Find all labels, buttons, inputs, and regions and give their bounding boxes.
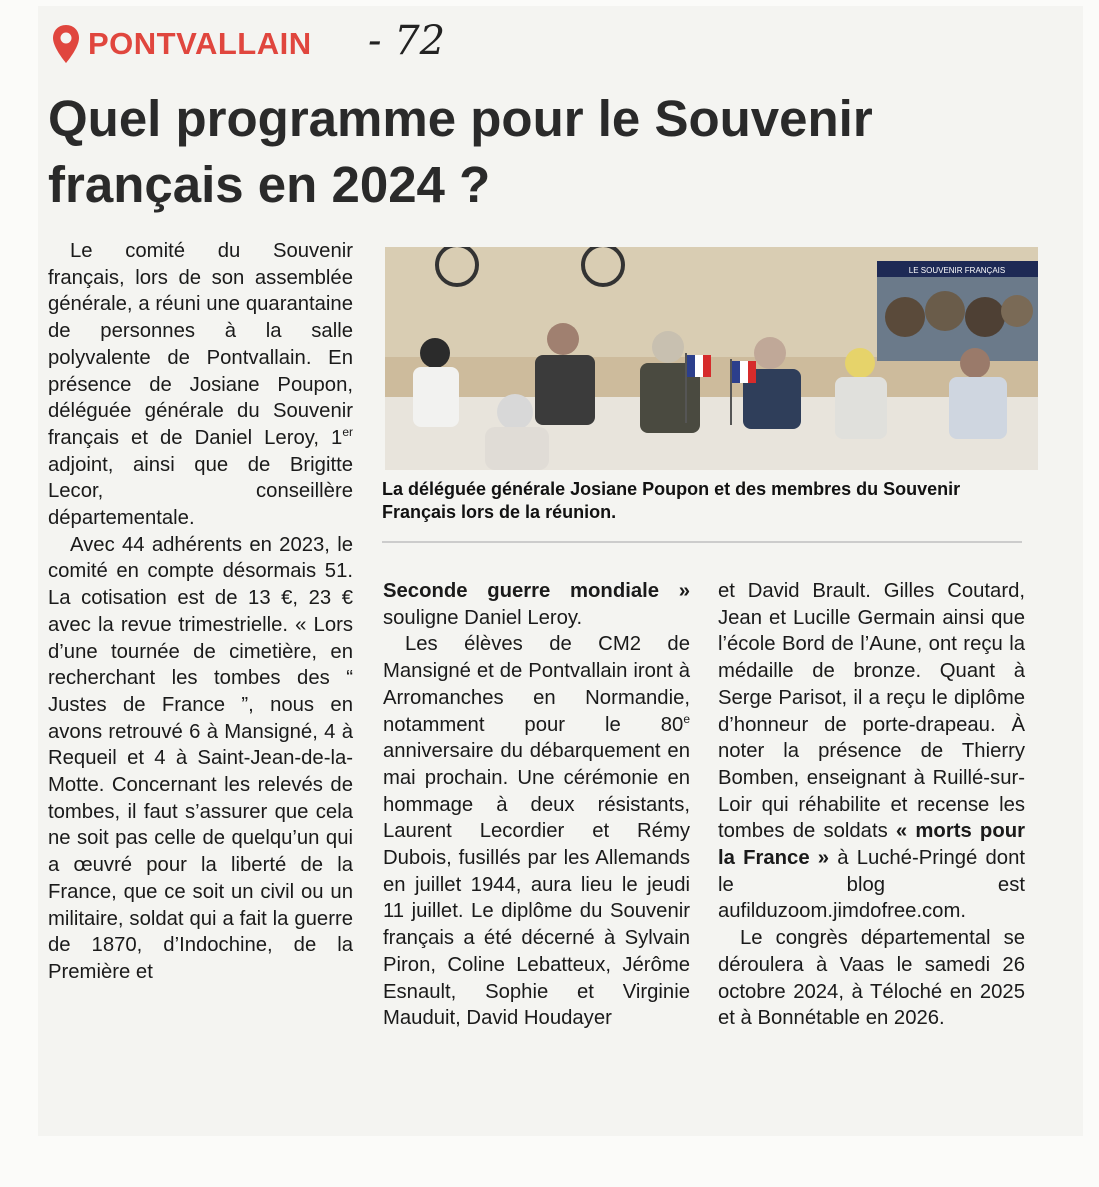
photo-banner-text: LE SOUVENIR FRANÇAIS (908, 266, 1006, 275)
photo-caption: La déléguée générale Josiane Poupon et des membres du Souvenir Français lors de la réunion. (382, 479, 961, 522)
caption-divider (382, 541, 1022, 543)
paragraph: Le congrès départemental se déroulera à Vaas le samedi 26 octobre 2024, à Téloché en 2025 et à Bonnétable en 2026. (718, 927, 1025, 1030)
article-column-3 (718, 578, 1025, 1032)
article-column-1 (48, 238, 353, 986)
location-pin-icon (52, 24, 80, 64)
article-title: Quel programme pour le Souvenir français en 2024 ? (48, 90, 873, 213)
location-header (52, 22, 312, 66)
paragraph: et David Brault. Gilles Coutard, Jean et Lucille Germain ainsi que l’école Bord de l’Aune, ont reçu la médaille de bronze. Quant à Serge Parisot, il a reçu le diplôme d’honneur de porte-drapeau. À noter la présence de Thierry Bomben, enseignant à Ruillé-sur-Loir qui réhabilite et recense les tombes de soldats « morts pour la France » à Luché-Pringé dont le blog est aufilduzoom.jimdofree.com. (718, 580, 1025, 923)
article-column-2 (383, 578, 690, 1032)
meeting-photo (385, 247, 1038, 470)
paragraph: Les élèves de CM2 de Mansigné et de Pontvallain iront à Arromanches en Normandie, notamment pour le 80e anniversaire du débarquement en mai prochain. Une cérémonie en hommage à deux résistants, Laurent Lecordier et Rémy Dubois, fusillés par les Allemands en juillet 1944, aura lieu le jeudi 11 juillet. Le diplôme du Souvenir français a été décerné à Sylvain Piron, Coline Lebatteux, Jérôme Esnault, Sophie et Virginie Mauduit, David Houdayer (383, 633, 690, 1030)
paragraph: Avec 44 adhérents en 2023, le comité en compte désormais 51. La cotisation est de 13 €, 23 € avec la revue trimestrielle. « Lors d’une tournée de cimetière, en recherchant les tombes des “ Justes de France ”, nous en avons retrouvé 6 à Mansigné, 4 à Requeil et 4 à Saint-Jean-de-la-Motte. Concernant les relevés de tombes, il faut s’assurer que cela ne soit pas celle de quelqu’un qui a œuvré pour la liberté de la France, que ce soit un civil ou un militaire, soldat qui a fait la guerre de 1870, d’Indochine, de la Première et (48, 533, 353, 983)
paragraph: Seconde guerre mondiale » souligne Daniel Leroy. (383, 580, 690, 629)
location-label: PONTVALLAIN (88, 26, 312, 61)
paragraph: Le comité du Souvenir français, lors de son assemblée générale, a réuni une quarantaine de personnes à la salle polyvalente de Pontvallain. En présence de Josiane Poupon, déléguée générale du Souvenir français et de Daniel Leroy, 1er adjoint, ainsi que de Brigitte Lecor, conseillère départementale. (48, 240, 353, 530)
handwritten-note: - 72 (368, 18, 446, 64)
